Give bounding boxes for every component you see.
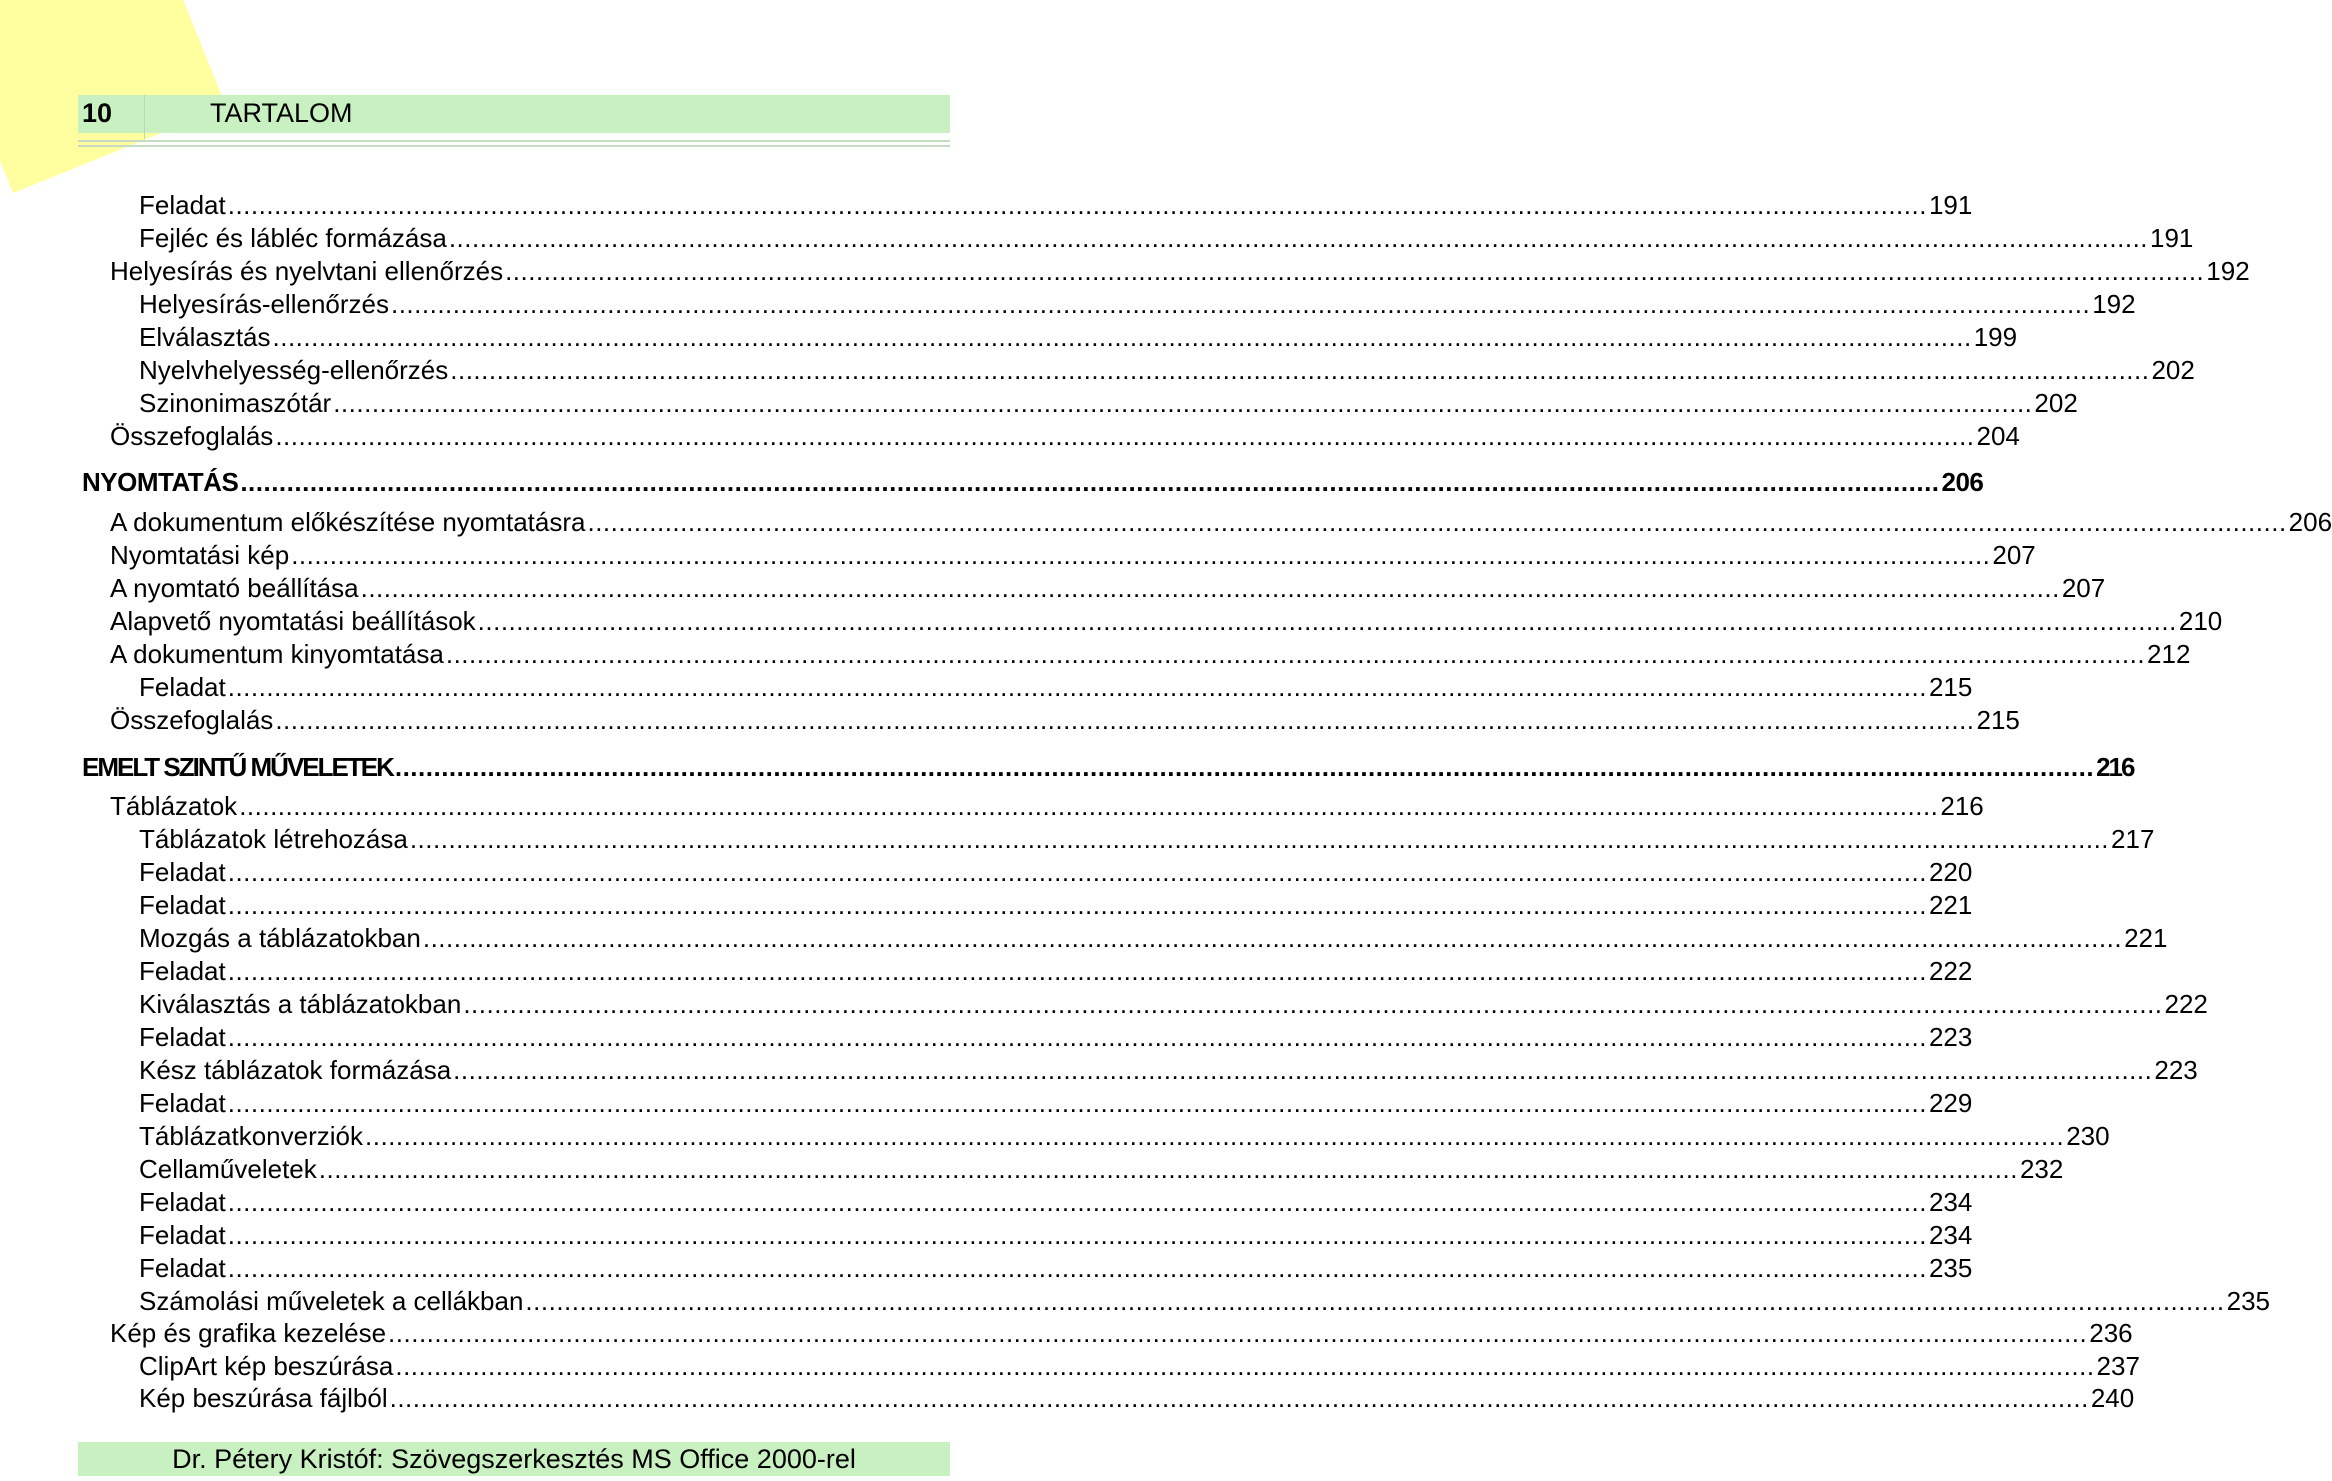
toc-entry-page: 217	[2111, 824, 2155, 854]
toc-entry-label: A nyomtató beállítása	[110, 573, 359, 603]
toc-entry-label: Táblázatok	[110, 791, 238, 821]
toc-entry	[139, 288, 2136, 320]
toc-entry-page: 223	[2154, 1055, 2198, 1085]
toc-entry	[139, 1120, 2110, 1152]
toc-leader-dots: ............................................................................................................................................................................................................................	[227, 1187, 1927, 1217]
toc-entry-page: 207	[1992, 540, 2036, 570]
toc-leader-dots: ............................................................................................................................................................................................................................	[389, 1383, 2089, 1413]
toc-entry-label: Fejléc és lábléc formázása	[139, 223, 447, 253]
toc-entry	[139, 189, 1973, 221]
footer-text: Dr. Pétery Kristóf: Szövegszerkesztés MS Office 2000-rel	[172, 1444, 856, 1474]
toc-entry	[139, 856, 1973, 888]
toc-entry-page: 216	[1940, 791, 1984, 821]
toc-leader-dots: ............................................................................................................................................................................................................................	[422, 923, 2123, 953]
page-number: 10	[82, 98, 113, 128]
toc-entry-label: Feladat	[139, 1088, 226, 1118]
toc-entry	[110, 572, 2106, 604]
toc-entry	[139, 922, 2168, 954]
toc-entry-label: Kiválasztás a táblázatokban	[139, 989, 462, 1019]
toc-entry-page: 220	[1928, 857, 1973, 887]
toc-entry-page: 202	[2034, 388, 2078, 418]
page-title: TARTALOM	[210, 98, 353, 128]
toc-leader-dots: ............................................................................................................................................................................................................................	[525, 1286, 2225, 1316]
page-footer	[78, 1442, 950, 1476]
toc-leader-dots: ............................................................................................................................................................................................................................	[291, 540, 1991, 570]
toc-entry-page: 240	[2090, 1383, 2135, 1413]
toc-entry	[139, 823, 2155, 855]
toc-entry	[139, 671, 1973, 703]
toc-entry-label: Kép és grafika kezelése	[110, 1318, 387, 1348]
toc-entry	[110, 790, 1984, 822]
toc-entry-page: 237	[2096, 1351, 2140, 1381]
toc-leader-dots: ............................................................................................................................................................................................................................	[227, 1088, 1927, 1118]
toc-entry	[139, 1252, 1973, 1284]
toc-entry-page: 215	[1928, 672, 1973, 702]
toc-entry-page: 199	[1973, 322, 2018, 352]
toc-leader-dots: ............................................................................................................................................................................................................................	[227, 1220, 1927, 1250]
toc-entry	[139, 321, 2018, 353]
toc-entry-label: Számolási műveletek a cellákban	[139, 1286, 524, 1316]
toc-leader-dots: ............................................................................................................................................................................................................................	[463, 989, 2163, 1019]
toc-entry	[110, 420, 2020, 452]
toc-entry-page: 192	[2206, 256, 2250, 286]
toc-leader-dots: ............................................................................................................................................................................................................................	[445, 639, 2146, 669]
toc-leader-dots: ............................................................................................................................................................................................................................	[272, 322, 1972, 352]
toc-entry-page: 236	[2089, 1318, 2133, 1348]
toc-entry	[139, 1382, 2135, 1414]
toc-leader-dots: ............................................................................................................................................................................................................................	[227, 190, 1927, 220]
toc-leader-dots: ............................................................................................................................................................................................................................	[360, 573, 2060, 603]
toc-entry-page: 206	[1941, 467, 1984, 497]
toc-entry-label: Elválasztás	[139, 322, 271, 352]
toc-entry-label: Feladat	[139, 1022, 226, 1052]
toc-entry-label: Cellaműveletek	[139, 1154, 317, 1184]
toc-chapter	[82, 751, 2134, 783]
toc-entry	[139, 1021, 1973, 1053]
toc-entry-label: Nyomtatási kép	[110, 540, 290, 570]
toc-entry-label: Feladat	[139, 190, 226, 220]
toc-entry	[139, 354, 2195, 386]
toc-leader-dots: ............................................................................................................................................................................................................................	[394, 752, 2095, 782]
toc-entry-label: Mozgás a táblázatokban	[139, 923, 421, 953]
toc-entry	[139, 1285, 2271, 1317]
toc-entry	[139, 1219, 1973, 1251]
toc-entry-page: 202	[2151, 355, 2195, 385]
toc-leader-dots: ............................................................................................................................................................................................................................	[275, 421, 1975, 451]
toc-leader-dots: ............................................................................................................................................................................................................................	[227, 890, 1927, 920]
toc-entry-label: A dokumentum kinyomtatása	[110, 639, 444, 669]
toc-entry-page: 229	[1928, 1088, 1973, 1118]
toc-entry	[139, 1350, 2140, 1382]
toc-entry	[110, 506, 2332, 538]
toc-entry-page: 221	[2124, 923, 2168, 953]
toc-entry-page: 234	[1928, 1220, 1973, 1250]
toc-entry-label: Helyesírás-ellenőrzés	[139, 289, 389, 319]
toc-leader-dots: ............................................................................................................................................................................................................................	[395, 1351, 2095, 1381]
toc-leader-dots: ............................................................................................................................................................................................................................	[227, 1253, 1927, 1283]
toc-entry	[110, 704, 2020, 736]
toc-entry	[139, 889, 1973, 921]
toc-entry	[110, 638, 2191, 670]
toc-leader-dots: ............................................................................................................................................................................................................................	[587, 507, 2287, 537]
toc-entry	[139, 222, 2194, 254]
toc-entry	[139, 1186, 1973, 1218]
toc-entry-label: Nyelvhelyesség-ellenőrzés	[139, 355, 449, 385]
toc-entry-label: Helyesírás és nyelvtani ellenőrzés	[110, 256, 504, 286]
toc-entry-label: Táblázatkonverziók	[139, 1121, 363, 1151]
toc-entry-label: A dokumentum előkészítése nyomtatásra	[110, 507, 586, 537]
toc-leader-dots: ............................................................................................................................................................................................................................	[275, 705, 1975, 735]
toc-leader-dots: ............................................................................................................................................................................................................................	[409, 824, 2110, 854]
header-rule	[78, 145, 950, 147]
toc-entry-label: Szinonimaszótár	[139, 388, 332, 418]
toc-entry	[110, 255, 2250, 287]
toc-leader-dots: ............................................................................................................................................................................................................................	[227, 1022, 1927, 1052]
toc-leader-dots: ............................................................................................................................................................................................................................	[453, 1055, 2153, 1085]
toc-entry-page: 232	[2019, 1154, 2064, 1184]
toc-entry	[139, 955, 1973, 987]
toc-entry-page: 235	[1928, 1253, 1973, 1283]
toc-entry-label: Feladat	[139, 857, 226, 887]
toc-entry-label: EMELT SZINTŰ MŰVELETEK	[82, 752, 393, 782]
toc-entry-label: Táblázatok létrehozása	[139, 824, 408, 854]
toc-entry-label: Feladat	[139, 1253, 226, 1283]
toc-entry-page: 192	[2092, 289, 2136, 319]
toc-entry-label: Kép beszúrása fájlból	[139, 1383, 388, 1413]
toc-entry-page: 221	[1928, 890, 1973, 920]
toc-entry-label: Feladat	[139, 1187, 226, 1217]
toc-entry-page: 222	[1928, 956, 1973, 986]
toc-leader-dots: ............................................................................................................................................................................................................................	[239, 791, 1939, 821]
toc-entry-page: 207	[2061, 573, 2106, 603]
toc-leader-dots: ............................................................................................................................................................................................................................	[390, 289, 2091, 319]
toc-entry-label: Összefoglalás	[110, 705, 274, 735]
toc-entry-page: 222	[2164, 989, 2208, 1019]
toc-leader-dots: ............................................................................................................................................................................................................................	[227, 857, 1927, 887]
toc-entry-label: Alapvető nyomtatási beállítások	[110, 606, 476, 636]
toc-entry	[110, 1317, 2133, 1349]
toc-entry-page: 206	[2288, 507, 2332, 537]
toc-entry	[110, 539, 2036, 571]
toc-entry-page: 223	[1928, 1022, 1973, 1052]
toc-entry-label: Feladat	[139, 890, 226, 920]
toc-entry-label: Feladat	[139, 1220, 226, 1250]
toc-leader-dots: ............................................................................................................................................................................................................................	[450, 355, 2150, 385]
toc-entry-page: 212	[2147, 639, 2191, 669]
toc-leader-dots: ............................................................................................................................................................................................................................	[227, 672, 1927, 702]
toc-entry	[110, 605, 2223, 637]
toc-entry	[139, 387, 2078, 419]
header-divider	[144, 95, 145, 139]
toc-leader-dots: ............................................................................................................................................................................................................................	[333, 388, 2033, 418]
toc-leader-dots: ............................................................................................................................................................................................................................	[505, 256, 2205, 286]
toc-entry-page: 234	[1928, 1187, 1973, 1217]
toc-entry-page: 235	[2226, 1286, 2271, 1316]
toc-leader-dots: ............................................................................................................................................................................................................................	[227, 956, 1927, 986]
toc-entry-label: Kész táblázatok formázása	[139, 1055, 452, 1085]
toc-entry-page: 215	[1976, 705, 2020, 735]
toc-entry-page: 216	[2096, 752, 2134, 782]
toc-entry-page: 210	[2178, 606, 2223, 636]
header-rule	[78, 140, 950, 142]
toc-leader-dots: ............................................................................................................................................................................................................................	[240, 467, 1940, 497]
toc-entry-label: NYOMTATÁS	[82, 467, 239, 497]
toc-entry	[139, 1153, 2064, 1185]
toc-entry	[139, 1054, 2198, 1086]
toc-chapter	[82, 466, 1984, 498]
toc-entry-label: ClipArt kép beszúrása	[139, 1351, 394, 1381]
toc-entry-page: 191	[2150, 223, 2194, 253]
toc-leader-dots: ............................................................................................................................................................................................................................	[448, 223, 2149, 253]
toc-entry-label: Feladat	[139, 672, 226, 702]
toc-entry-label: Összefoglalás	[110, 421, 274, 451]
toc-entry-page: 191	[1928, 190, 1973, 220]
toc-leader-dots: ............................................................................................................................................................................................................................	[477, 606, 2177, 636]
toc-leader-dots: ............................................................................................................................................................................................................................	[365, 1121, 2065, 1151]
toc-entry-label: Feladat	[139, 956, 226, 986]
toc-entry	[139, 988, 2208, 1020]
page-header	[78, 95, 950, 133]
toc-leader-dots: ............................................................................................................................................................................................................................	[318, 1154, 2018, 1184]
toc-entry-page: 230	[2066, 1121, 2110, 1151]
toc-entry	[139, 1087, 1973, 1119]
toc-entry-page: 204	[1976, 421, 2020, 451]
toc-leader-dots: ............................................................................................................................................................................................................................	[388, 1318, 2088, 1348]
